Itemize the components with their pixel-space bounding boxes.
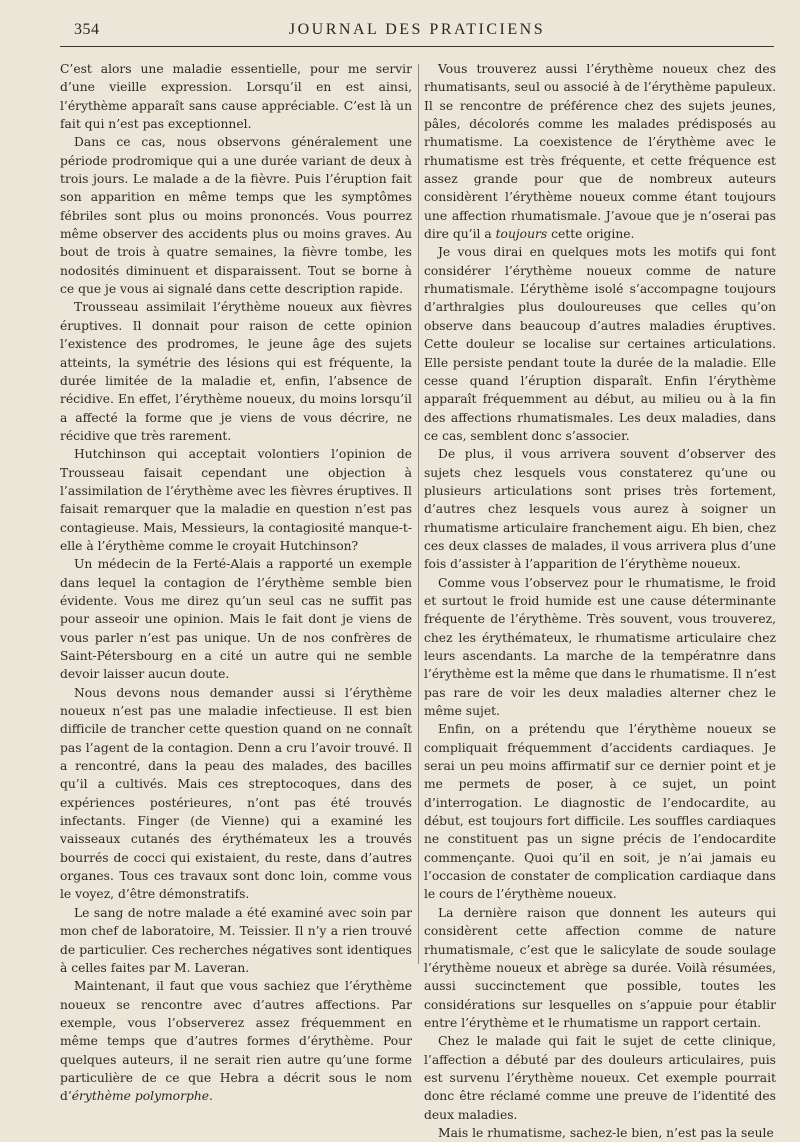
paragraph: Nous devons nous demander aussi si l’érythème noueux n’est pas une maladie infectieuse. Il est bien difficile de trancher cette question quand on ne connaît pas l’agent de la contagion. Denn a cru l’avoir trouvé. Il a rencontré, dans la peau des malades, des bacilles qu’il a cultivés. Mais ces streptocoques, dans des expériences postérieures, n’ont pas été trouvés infectants. Finger (de Vienne) qui a examiné les vaisseaux cutanés des érythémateux les a trouvés bourrés de cocci qui existaient, du reste, dans d’autres organes. Tous ces travaux sont donc loin, comme vous le voyez, d’être démonstratifs. xyxy=(60,685,412,902)
italic-term: toujours xyxy=(495,227,548,242)
paragraph: De plus, il vous arrivera souvent d’observer des sujets chez lesquels vous constaterez qu’une ou plusieurs articulations sont prises très fortement, d’autres chez lesquels vous aurez à soigner un rhumatisme articulaire franchement aigu. Eh bien, chez ces deux classes de malades, il vous arrivera plus d’une fois d’assister à l’apparition de l’érythème noueux. xyxy=(424,447,776,572)
italic-term: érythème polymorphe xyxy=(71,1089,210,1104)
paragraph: La dernière raison que donnent les auteurs qui considèrent cette affection comme de nature rhumatismale, c’est que le salicylate de soude soulage l’érythème noueux et abrège sa durée. Voilà résumées, aussi succinctement que possible, toutes les considérations sur lesquelles on s’appuie pour établir entre l’érythème et le rhumatisme un rapport certain. xyxy=(424,905,776,1030)
paragraph: Mais le rhumatisme, sachez-le bien, n’est pas la seule xyxy=(438,1125,774,1140)
paragraph: Hutchinson qui acceptait volontiers l’opinion de Trousseau faisait cependant une objection à l’assimilation de l’érythème avec les fièvres éruptives. Il faisait remarquer que la maladie en question n’est pas contagieuse. Mais, Messieurs, la contagiosité manque-t-elle à l’érythème comme le croyait Hutchinson? xyxy=(60,447,412,553)
paragraph: C’est alors une maladie essentielle, pour me servir d’une vieille expression. Lorsqu’il en est ainsi, l’érythème apparaît sans cause appréciable. C’est là un fait qui n’est pas exceptionnel. xyxy=(60,62,412,132)
column-separator xyxy=(418,64,419,964)
paragraph: Chez le malade qui fait le sujet de cette clinique, l’affection a débuté par des douleurs articulaires, puis est survenu l’érythème noueux. Cet exemple pourrait donc être réclamé comme une preuve de l’identité des deux maladies. xyxy=(424,1034,776,1122)
paragraph: Le sang de notre malade a été examiné avec soin par mon chef de laboratoire, M. Teissier. Il n’y a rien trouvé de particulier. Ces recherches négatives sont identiques à celles faites par M. Laveran. xyxy=(60,905,412,975)
left-column xyxy=(60,60,412,1104)
paragraph: Un médecin de la Ferté-Alais a rapporté un exemple dans lequel la contagion de l’érythème semble bien évidente. Vous me direz qu’un seul cas ne suffit pas pour asseoir une opinion. Mais le fait dont je viens de vous parler n’est pas unique. Un de nos confrères de Saint-Pétersbourg en a cité un autre qui ne semble devoir laisser aucun doute. xyxy=(60,557,412,682)
paragraph: Maintenant, il faut que vous sachiez que l’érythème noueux se rencontre avec d’autres affections. Par exemple, vous l’observerez assez fréquemment en même temps que d’autres formes d’érythème. Pour quelques auteurs, il ne serait rien autre qu’une forme particulière de ce que Hebra a décrit sous le nom d’érythème polymorphe. xyxy=(60,979,412,1104)
running-header xyxy=(60,18,774,44)
paragraph: Trousseau assimilait l’érythème noueux aux fièvres éruptives. Il donnait pour raison de cette opinion l’existence des prodromes, le jeune âge des sujets atteints, la symétrie des lésions qui est fréquente, la durée limitée de la maladie et, enfin, l’absence de récidive. En effet, l’érythème noueux, du moins lorsqu’il a affecté la forme que je viens de vous décrire, ne récidive que très rarement. xyxy=(60,300,412,443)
paragraph: Vous trouverez aussi l’érythème noueux chez des rhumatisants, seul ou associé à de l’érythème papuleux. Il se rencontre de préférence chez des sujets jeunes, pâles, décolorés comme les malades prédisposés au rhumatisme. La coexistence de l’érythème avec le rhumatisme est très fréquente, et cette fréquence est assez grande pour que de nombreux auteurs considèrent l’érythème noueux comme étant toujours une affection rhumatismale. J’avoue que je n’oserai pas dire qu’il a toujours cette origine. xyxy=(424,62,776,242)
paragraph: Enfin, on a prétendu que l’érythème noueux se compliquait fréquemment d’accidents cardiaques. Je serai un peu moins affirmatif sur ce dernier point et je me permets de poser, à ce sujet, un point d’interrogation. Le diagnostic de l’endocardite, au début, est toujours fort difficile. Les souffles cardiaques ne constituent pas un signe précis de l’endocardite commençante. Quoi qu’il en soit, je n’ai jamais eu l’occasion de constater de complication cardiaque dans le cours de l’érythème noueux. xyxy=(424,722,776,902)
paragraph: Je vous dirai en quelques mots les motifs qui font considérer l’érythème noueux comme de nature rhumatismale. L’érythème isolé s’accompagne toujours d’arthralgies plus douloureuses que celles qu’on observe dans beaucoup d’autres maladies éruptives. Cette douleur se localise sur certaines articulations. Elle persiste pendant toute la durée de la maladie. Elle cesse quand l’éruption disparaît. Enfin l’érythème apparaît fréquemment au début, au milieu ou à la fin des affections rhumatismales. Les deux maladies, dans ce cas, semblent donc s’associer. xyxy=(424,245,776,443)
paragraph: Dans ce cas, nous observons généralement une période prodromique qui a une durée variant de deux à trois jours. Le malade a de la fièvre. Puis l’éruption fait son apparition en même temps que les symptômes fébriles sont plus ou moins prononcés. Vous pourrez même observer des accidents plus ou moins graves. Au bout de trois à quatre semaines, la fièvre tombe, les nodosités diminuent et disparaissent. Tout se borne à ce que je vous ai signalé dans cette description rapide. xyxy=(60,135,412,297)
right-column xyxy=(424,60,776,1140)
header-rule xyxy=(60,46,774,47)
paragraph: Comme vous l’observez pour le rhumatisme, le froid et surtout le froid humide est une cause déterminante fréquente de l’érythème. Très souvent, vous trouverez, chez les érythémateux, le rhumatisme articulaire chez leurs ascendants. La marche de la températnre dans l’érythème est la même que dans le rhumatisme. Il n’est pas rare de voir les deux maladies alterner chez le même sujet. xyxy=(424,575,776,719)
journal-title: JOURNAL DES PRATICIENS xyxy=(288,21,546,38)
page-number: 354 xyxy=(74,21,100,38)
